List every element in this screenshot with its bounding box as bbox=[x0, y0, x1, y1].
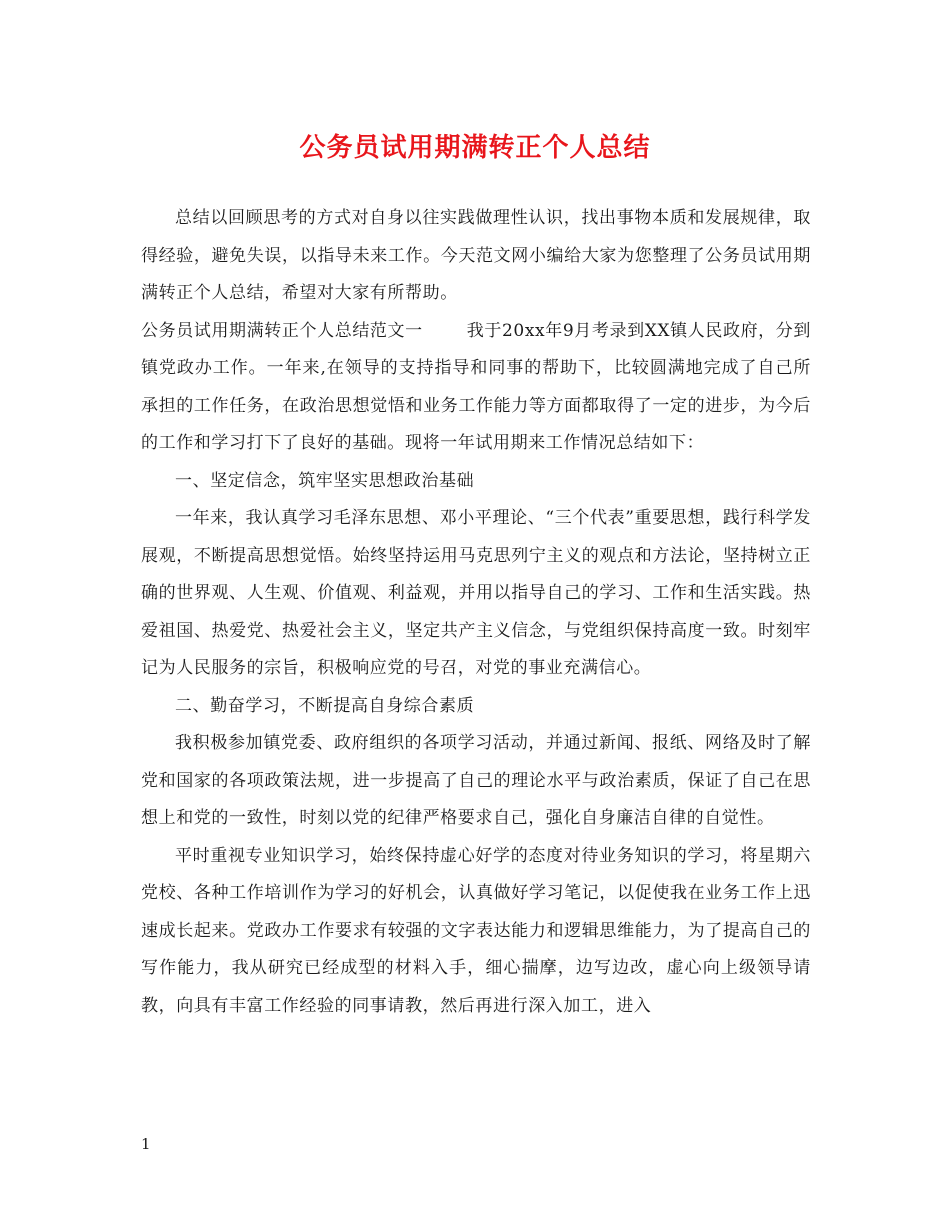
sample-opening: 我于20xx年9月考录到XX镇人民政府，分到镇党政办工作。一年来,在领导的支持指导和同事的帮助下，比较圆满地完成了自己所承担的工作任务，在政治思想觉悟和业务工作能力等方面都取得了一定的进步，为今后的工作和学习打下了良好的基础。现将一年试用期来工作情况总结如下： bbox=[141, 320, 811, 453]
section-2-paragraph-1: 我积极参加镇党委、政府组织的各项学习活动，并通过新闻、报纸、网络及时了解党和国家的各项政策法规，进一步提高了自己的理论水平与政治素质，保证了自己在思想上和党的一致性，时刻以党的纪律严格要求自己，强化自身廉洁自律的自觉性。 bbox=[141, 733, 811, 828]
sample-paragraph bbox=[141, 313, 811, 463]
section-2-heading: 二、勤奋学习，不断提高自身综合素质 bbox=[175, 695, 475, 716]
intro-paragraph: 总结以回顾思考的方式对自身以往实践做理性认识，找出事物本质和发展规律，取得经验，避免失误，以指导未来工作。今天范文网小编给大家为您整理了公务员试用期满转正个人总结，希望对大家有所帮助。 bbox=[141, 208, 811, 303]
page-number: 1 bbox=[141, 1135, 151, 1153]
sample-heading: 公务员试用期满转正个人总结范文一 bbox=[141, 320, 423, 341]
section-1-heading: 一、坚定信念，筑牢坚实思想政治基础 bbox=[175, 470, 475, 491]
section-1-paragraph: 一年来，我认真学习毛泽东思想、邓小平理论、“三个代表”重要思想，践行科学发展观，不断提高思想觉悟。始终坚持运用马克思列宁主义的观点和方法论，坚持树立正确的世界观、人生观、价值观、利益观，并用以指导自己的学习、工作和生活实践。热爱祖国、热爱党、热爱社会主义，坚定共产主义信念，与党组织保持高度一致。时刻牢记为人民服务的宗旨，积极响应党的号召，对党的事业充满信心。 bbox=[141, 508, 811, 678]
section-2-paragraph-2: 平时重视专业知识学习，始终保持虚心好学的态度对待业务知识的学习，将星期六党校、各种工作培训作为学习的好机会，认真做好学习笔记，以促使我在业务工作上迅速成长起来。党政办工作要求有较强的文字表达能力和逻辑思维能力，为了提高自己的写作能力，我从研究已经成型的材料入手，细心揣摩，边写边改，虚心向上级领导请教，向具有丰富工作经验的同事请教，然后再进行深入加工，进入 bbox=[141, 845, 811, 1016]
document-title: 公务员试用期满转正个人总结 bbox=[299, 133, 651, 163]
document-body bbox=[141, 200, 811, 1025]
